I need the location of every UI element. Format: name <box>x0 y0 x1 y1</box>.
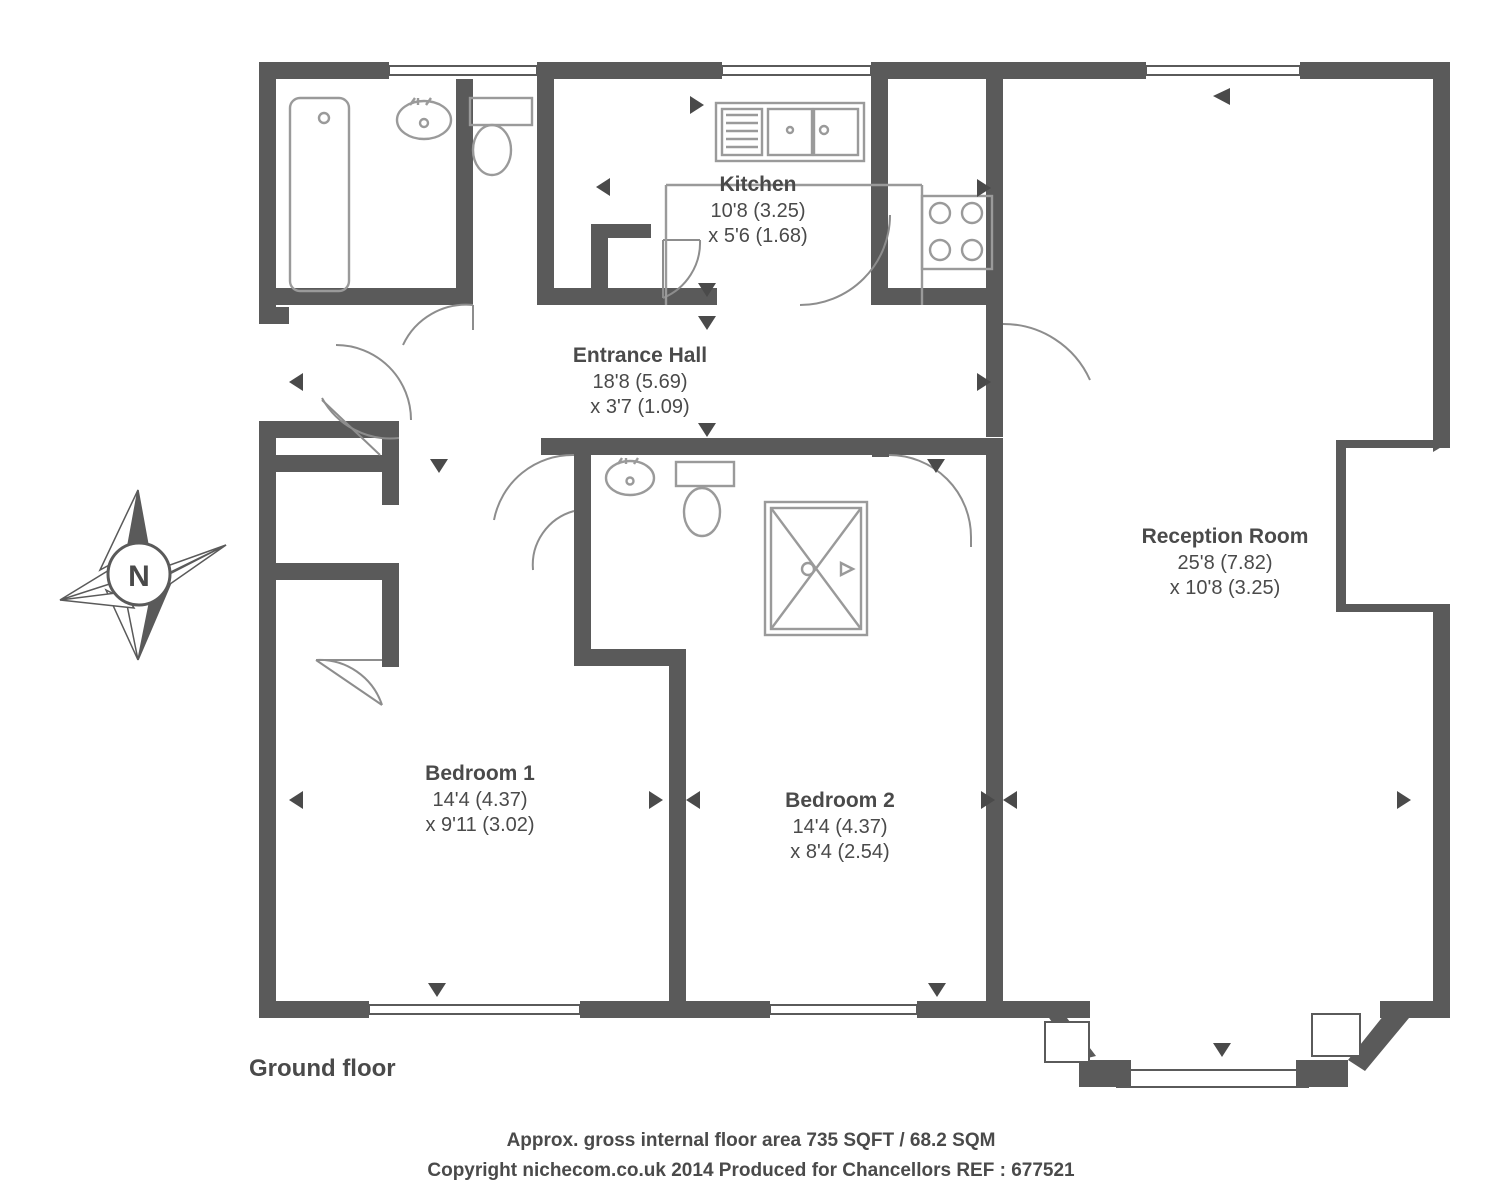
room-dim-bedroom-1-1: 14'4 (4.37) <box>432 788 528 811</box>
room-dim-bedroom-1-2: x 9'11 (3.02) <box>425 814 535 837</box>
room-dim-reception-room-2: x 10'8 (3.25) <box>1169 577 1281 600</box>
room-label-kitchen <box>628 172 888 249</box>
room-dim-entrance-hall-2: x 3'7 (1.09) <box>590 396 690 419</box>
footer-area-text: Approx. gross internal floor area 735 SQFT / 68.2 SQM <box>506 1130 996 1151</box>
room-name-reception-room: Reception Room <box>1141 525 1309 548</box>
room-label-entrance-hall <box>490 343 790 420</box>
room-name-bedroom-2: Bedroom 2 <box>785 789 895 812</box>
floor-title: Ground floor <box>249 1055 396 1082</box>
room-name-entrance-hall: Entrance Hall <box>572 344 708 367</box>
toilet-cistern <box>470 98 532 125</box>
toilet-bowl-2 <box>684 488 720 536</box>
room-name-kitchen: Kitchen <box>719 173 797 196</box>
room-dim-kitchen-2: x 5'6 (1.68) <box>708 225 808 248</box>
toilet-bowl <box>473 125 511 175</box>
toilet-cistern-2 <box>676 462 734 486</box>
room-label-bedroom-1 <box>330 761 630 838</box>
room-dim-entrance-hall-1: 18'8 (5.69) <box>592 370 688 393</box>
footer-copyright-text: Copyright nichecom.co.uk 2014 Produced for Chancellors REF : 677521 <box>427 1160 1075 1181</box>
room-label-reception-room <box>1075 524 1375 601</box>
room-dim-bedroom-2-1: 14'4 (4.37) <box>792 815 888 838</box>
room-dim-bedroom-2-2: x 8'4 (2.54) <box>790 841 890 864</box>
room-dim-kitchen-1: 10'8 (3.25) <box>710 199 806 222</box>
room-name-bedroom-1: Bedroom 1 <box>425 762 535 785</box>
room-dim-reception-room-1: 25'8 (7.82) <box>1177 551 1273 574</box>
room-label-bedroom-2 <box>690 788 990 865</box>
bath-fixture <box>290 98 349 291</box>
compass-rose <box>60 490 226 660</box>
compass-north-label: N <box>128 560 150 593</box>
